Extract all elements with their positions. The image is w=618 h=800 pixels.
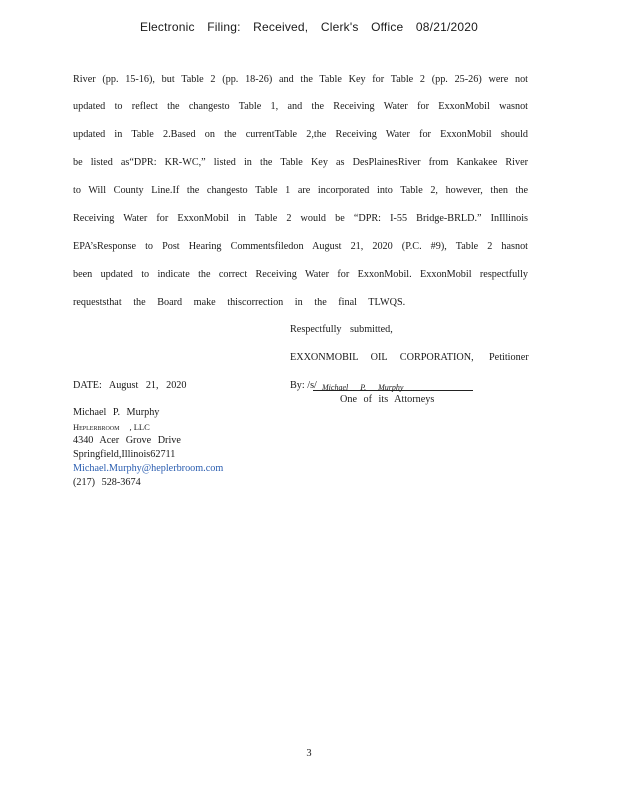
city-state-zip: Springfield,Illinois62711 <box>73 449 176 460</box>
attorneys-label: One of its Attorneys <box>340 394 435 405</box>
body-line: River (pp. 15-16), but Table 2 (pp. 18-26) and the Table Key for Table 2 (pp. 25-26) were not <box>73 74 528 85</box>
contact-name: Michael P. Murphy <box>73 407 160 418</box>
electronic-filing-header: Electronic Filing: Received, Clerk's Office 08/21/2020 <box>139 20 478 34</box>
page-number: 3 <box>306 748 312 759</box>
body-line: updated to reflect the changesto Table 1, and the Receiving Water for ExxonMobil wasnot <box>73 101 528 112</box>
street-address: 4340 Acer Grove Drive <box>73 435 181 446</box>
petitioner-label: Petitioner <box>489 352 529 363</box>
date-line: DATE: August 21, 2020 <box>73 380 187 391</box>
body-line: to Will County Line.If the changesto Table 1 are incorporated into Table 2, however, then the <box>73 185 528 196</box>
body-line: EPA’sResponse to Post Hearing Commentsfiledon August 21, 2020 (P.C. #9), Table 2 hasnot <box>73 241 528 252</box>
firm-name <box>73 420 150 435</box>
respectfully-submitted: Respectfully submitted, <box>290 324 393 335</box>
phone-number: (217) 528-3674 <box>73 477 141 488</box>
email-link[interactable]: Michael.Murphy@heplerbroom.com <box>73 463 224 474</box>
firm-suffix: , LLC <box>129 422 150 432</box>
body-line: be listed as“DPR: KR-WC,” listed in the Table Key as DesPlainesRiver from Kankakee River <box>73 157 528 168</box>
body-line: Receiving Water for ExxonMobil in Table 2 would be “DPR: I-55 Bridge-BRLD.” InIllinois <box>73 213 528 224</box>
body-line: been updated to indicate the correct Receiving Water for ExxonMobil. ExxonMobil respectfully <box>73 269 528 280</box>
email-link-wrap <box>73 462 223 476</box>
company-name: EXXONMOBIL OIL CORPORATION, <box>290 352 474 363</box>
firm-name-text: Heplerbroom <box>73 422 120 432</box>
signature: Michael P. Murphy <box>322 383 404 392</box>
by-label: By: /s/ <box>290 380 317 391</box>
signature-line <box>313 390 473 391</box>
body-line: updated in Table 2.Based on the currentTable 2,the Receiving Water for ExxonMobil should <box>73 129 528 140</box>
body-line: requeststhat the Board make thiscorrection in the final TLWQS. <box>73 297 406 308</box>
